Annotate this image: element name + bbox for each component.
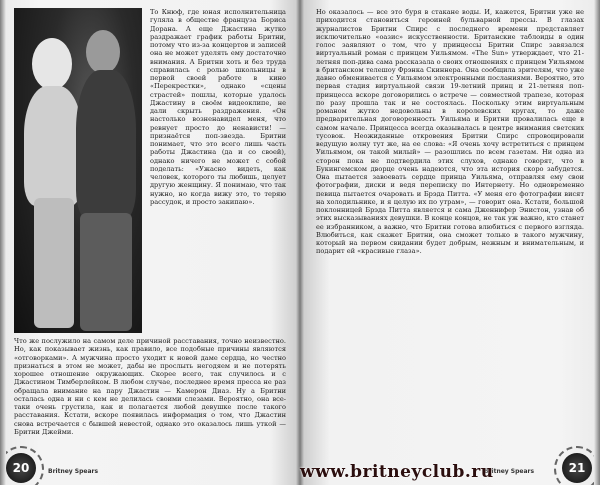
running-title: Britney Spears [48, 468, 99, 475]
article-column: Но оказалось — все это буря в стакане воды. И, кажется, Бритни уже не приходится становиться героиней бульварной прессы. В глазах журналистов Бритни Спирс с последнего времени представляет исключительно «оазис» искусственности. Британские таблоиды в один голос заявляют о том, что у принцессы Бритни Спирс завязался виртуальный роман с принцем Уильямом. «The Sun» утверждает, что 21-летняя поп-дива сама рассказала о своих отношениях с принцем Уильямом в британском телешоу Фрэнка Скиннера. Она сообщила зрителям, что уже давно обменивается с Уильямом электронными посланиями. Вероятно, это первая стадия виртуальной связи 19-летний принц и 21-летняя поп-принцесса вскоре договорились о встрече — совместной трапезе, которая по разу прошла так и не состоялась. Поскольку этим виртуальным романом жутко недовольны в королевских кругах, то даже предварительная договоренность Уильяма и Бритни провалилась еще в самом начале. Принцесса всегда оказывалась в центре внимания светских тусовок. Неожиданные откровения Бритни Спирс спровоцировали ведущую волну тут же, на ее слова: «Я очень хочу встретиться с принцем Уильямом, он такой милый» — разошлись по всем газетам. Ни одна из сторон пока не подтвердила этих слухов, однако говорят, что в Букингемском дворце очень надеются, что эта история скоро забудется. Она пытается завоевать сердце принца Уильяма, отправляя ему свои фотографии, диски и ведя переписку по Интернету. Но одновременно певица пытается очаровать и Брэда Питта. «У меня его фотографии висят на холодильнике, и я целую их по утрам», — говорит она. Кстати, большой поклонницей Брэда Питта является и сама Дженнифер Энистон, узнав об этих высказываниях девушки. В конце концов, не так уж важно, кто станет ее избранником, а важно, что Бритни готова влюбиться с первого взгляда. Влюбиться, как скажет Бритни, она сможет только в такого мужчину, который на первом свидании будет добрым, нежным и внимательным, и подарит ей «красивые глаза». [316, 8, 584, 256]
running-title: Britney Spears [484, 468, 535, 475]
man-body [76, 70, 136, 220]
site-watermark: www.britneyclub.ru [300, 462, 494, 482]
woman-legs [34, 198, 74, 328]
man-head [86, 30, 120, 74]
article-bottom-column: Что же послужило на самом деле причиной расставания, точно неизвестно. Но, как показывает жизнь, как правило, все подобные причины являются «отговорками». А мужчина просто уходит к новой даме сердца, но честно признаться в этом не может, дабы не прослыть негодяем и не потерять хорошее отношение окружающих. Скорее всего, так случилось и с Джастином Тимберлейком. В любом случае, последнее время пресса не раз обращала внимание на пару Джастин — Камерон Диаз. Ну а Бритни осталась одна и ни с кем не делилась своими слезами. Вероятно, она все-таки очень грустила, как и полагается любой девушке после такого расставания. Кстати, вскоре появилась информация о том, что Джастин снова встречается с бывшей невестой, однако это оказалось лишь уткой — Бритни Джейми. [14, 337, 286, 436]
man-legs [80, 213, 132, 331]
left-page [6, 0, 294, 485]
woman-body [24, 86, 82, 206]
woman-head [32, 38, 72, 90]
page-number: 21 [562, 453, 592, 483]
article-side-column: То Кнюф, где юная исполнительница гуляла в обществе француза Бориса Дорана. А еще Джастина жутко раздражает график работы Бритни, потому что из-за концертов и записей она не может уделять ему достаточно внимания. А Бритни хоть и без труда справилась с ролью школьницы в первой своей работе в кино «Перекрестки», однако «сцены страстей» пошлы, которые удалось Джастину в своём видеоклипе, не дали скрыть раздражения. «Он настолько возненавидел меня, что ревнует просто до ненависти! — признаётся поп-звезда. Бритни понимает, что это всего лишь часть работы Джастина (да и со своей), однако ничего не может с собой поделать: «Ужасно видеть, как человек, которого ты любишь, целует другую женщину. Я понимаю, что так нужно, но когда вижу это, то теряю рассудок, и просто закипаю». [150, 8, 286, 206]
page-number: 20 [6, 453, 36, 483]
right-page [306, 0, 594, 485]
couple-photo [14, 8, 142, 333]
